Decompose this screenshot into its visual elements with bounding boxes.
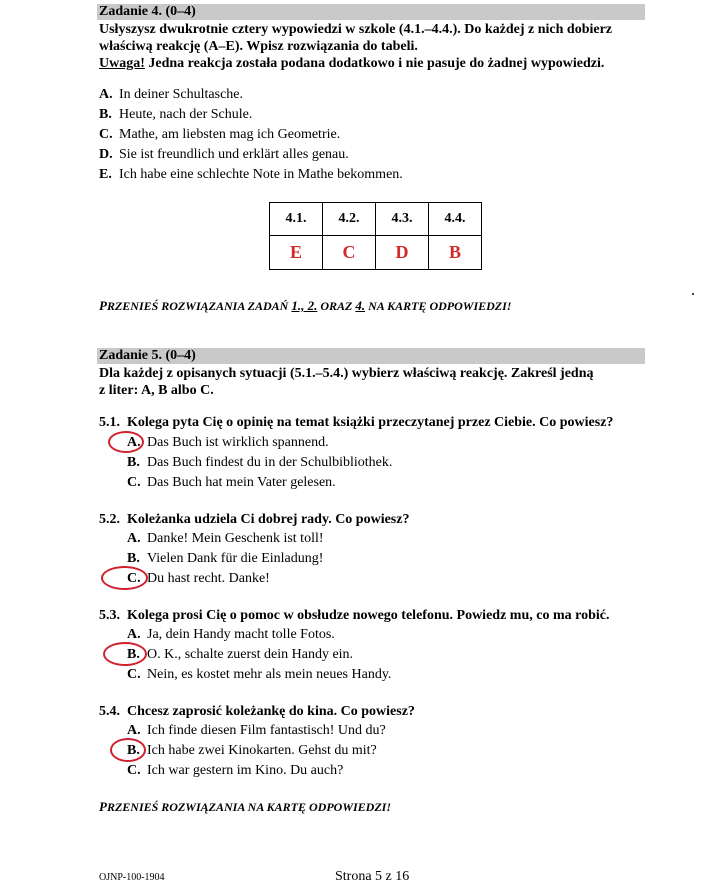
task4-option-b: B. Heute, nach der Schule. bbox=[99, 107, 253, 122]
task4-instruction-line2: właściwą reakcję (A–E). Wpisz rozwiązania do tabeli. bbox=[99, 39, 418, 54]
task4-transfer-note: PRZENIEŚ ROZWIĄZANIA ZADAŃ 1., 2. ORAZ 4. NA KARTĘ ODPOWIEDZI! bbox=[99, 298, 512, 313]
table-header-4-1: 4.1. bbox=[270, 203, 323, 236]
table-header-4-3: 4.3. bbox=[376, 203, 429, 236]
q5-2-option-a[interactable]: A. Danke! Mein Geschenk ist toll! bbox=[127, 531, 324, 546]
task4-option-c: C. Mathe, am liebsten mag ich Geometrie. bbox=[99, 127, 341, 142]
warning-label: Uwaga! bbox=[99, 56, 145, 71]
warning-text: Jedna reakcja została podana dodatkowo i nie pasuje do żadnej wypowiedzi. bbox=[144, 56, 605, 71]
task5-instruction-line1: Dla każdej z opisanych sytuacji (5.1.–5.4.) wybierz właściwą reakcję. Zakreśl jedną bbox=[99, 366, 594, 381]
q5-3-option-c[interactable]: C. Nein, es kostet mehr als mein neues Handy. bbox=[127, 667, 392, 682]
q5-2-option-c[interactable]: C. Du hast recht. Danke! bbox=[127, 571, 270, 586]
question-5-2: 5.2. Koleżanka udziela Ci dobrej rady. Co powiesz? bbox=[99, 512, 410, 527]
task4-instruction-line1: Usłyszysz dwukrotnie cztery wypowiedzi w szkole (4.1.–4.4.). Do każdej z nich dobierz bbox=[99, 22, 613, 37]
answer-cell-4-1[interactable]: E bbox=[270, 236, 323, 270]
selected-answer-circle bbox=[110, 738, 146, 762]
task4-instruction bbox=[99, 21, 645, 72]
table-header-4-2: 4.2. bbox=[323, 203, 376, 236]
question-5-1: 5.1. Kolega pyta Cię o opinię na temat książki przeczytanej przez Ciebie. Co powiesz? bbox=[99, 415, 614, 430]
task4-option-a: A. In deiner Schultasche. bbox=[99, 87, 244, 102]
task4-header: Zadanie 4. (0–4) bbox=[97, 4, 645, 20]
task4-warning bbox=[99, 55, 645, 72]
q5-4-option-c[interactable]: C. Ich war gestern im Kino. Du auch? bbox=[127, 763, 344, 778]
q5-4-option-a[interactable]: A. Ich finde diesen Film fantastisch! Und du? bbox=[127, 723, 386, 738]
answer-cell-4-3[interactable]: D bbox=[376, 236, 429, 270]
selected-answer-circle bbox=[103, 642, 147, 666]
answer-cell-4-4[interactable]: B bbox=[429, 236, 482, 270]
q5-1-option-b[interactable]: B. Das Buch findest du in der Schulbibliothek. bbox=[127, 455, 393, 470]
question-5-3: 5.3. Kolega prosi Cię o pomoc w obsłudze nowego telefonu. Powiedz mu, co ma robić. bbox=[99, 608, 610, 623]
task5-header: Zadanie 5. (0–4) bbox=[97, 348, 645, 364]
selected-answer-circle bbox=[101, 566, 148, 590]
task4-option-e: E. Ich habe eine schlechte Note in Mathe bekommen. bbox=[99, 167, 403, 182]
question-5-4: 5.4. Chcesz zaprosić koleżankę do kina. Co powiesz? bbox=[99, 704, 415, 719]
selected-answer-circle bbox=[108, 431, 144, 453]
stray-dot bbox=[692, 293, 694, 295]
q5-3-option-b[interactable]: B. O. K., schalte zuerst dein Handy ein. bbox=[127, 647, 354, 662]
document-code: OJNP-100-1904 bbox=[99, 872, 165, 883]
q5-4-option-b[interactable]: B. Ich habe zwei Kinokarten. Gehst du mit? bbox=[127, 743, 377, 758]
task5-instruction-line2: z liter: A, B albo C. bbox=[99, 383, 214, 398]
answer-cell-4-2[interactable]: C bbox=[323, 236, 376, 270]
q5-3-option-a[interactable]: A. Ja, dein Handy macht tolle Fotos. bbox=[127, 627, 335, 642]
task4-answer-table bbox=[269, 202, 482, 270]
task4-option-d: D. Sie ist freundlich und erklärt alles genau. bbox=[99, 147, 349, 162]
q5-2-option-b[interactable]: B. Vielen Dank für die Einladung! bbox=[127, 551, 324, 566]
page-number: Strona 5 z 16 bbox=[335, 869, 410, 884]
table-header-4-4: 4.4. bbox=[429, 203, 482, 236]
q5-1-option-a[interactable]: A. Das Buch ist wirklich spannend. bbox=[127, 435, 329, 450]
task5-transfer-note: PRZENIEŚ ROZWIĄZANIA NA KARTĘ ODPOWIEDZI! bbox=[99, 799, 392, 814]
q5-1-option-c[interactable]: C. Das Buch hat mein Vater gelesen. bbox=[127, 475, 336, 490]
task5-instruction bbox=[99, 365, 645, 399]
